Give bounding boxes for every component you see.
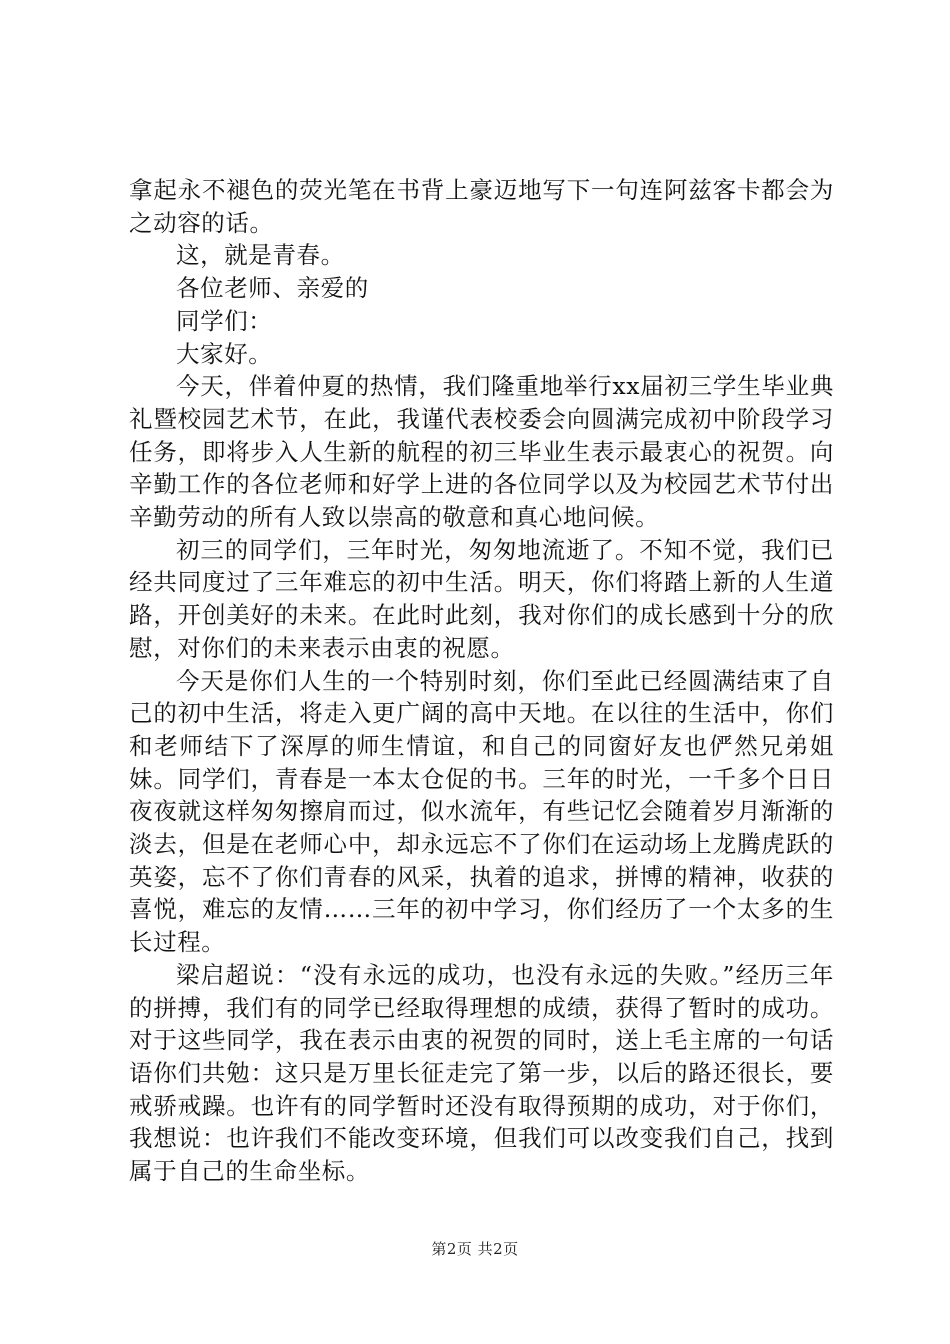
- paragraph-3: 各位老师、亲爱的: [176, 274, 369, 303]
- paragraph-6: 今天，伴着仲夏的热情，我们隆重地举行xx届初三学生毕业典礼暨校园艺术节，在此，我谨代表校委会向圆满完成初中阶段学习任务，即将步入人生新的航程的初三毕业生表示最衷心的祝贺。向辛勤工作的各位老师和好学上进的各位同学以及为校园艺术节付出辛勤劳动的所有人致以崇高的敬意和真心地问候。: [129, 372, 834, 532]
- page-footer: 第2页 共2页: [431, 1240, 519, 1258]
- body-text: [129, 174, 834, 1188]
- paragraph-4: 同学们：: [176, 306, 273, 335]
- paragraph-7: 初三的同学们，三年时光，匆匆地流逝了。不知不觉，我们已经共同度过了三年难忘的初中生活。明天，你们将踏上新的人生道路，开创美好的未来。在此时此刻，我对你们的成长感到十分的欣慰，对你们的未来表示由衷的祝愿。: [129, 535, 834, 662]
- paragraph-5: 大家好。: [176, 339, 273, 368]
- paragraph-1: 拿起永不褪色的荧光笔在书背上豪迈地写下一句连阿兹客卡都会为之动容的话。: [129, 176, 834, 237]
- paragraph-8: 今天是你们人生的一个特别时刻，你们至此已经圆满结束了自己的初中生活，将走入更广阔的高中天地。在以往的生活中，你们和老师结下了深厚的师生情谊，和自己的同窗好友也俨然兄弟姐妹。同学们，青春是一本太仓促的书。三年的时光，一千多个日日夜夜就这样匆匆擦肩而过，似水流年，有些记忆会随着岁月渐渐的淡去，但是在老师心中，却永远忘不了你们在运动场上龙腾虎跃的英姿，忘不了你们青春的风采，执着的追求，拼博的精神，收获的喜悦，难忘的友情……三年的初中学习，你们经历了一个太多的生长过程。: [129, 666, 834, 957]
- paragraph-9: 梁启超说：“没有永远的成功，也没有永远的失败。”经历三年的拼搏，我们有的同学已经取得理想的成绩，获得了暂时的成功。对于这些同学，我在表示由衷的祝贺的同时，送上毛主席的一句话语你们共勉：这只是万里长征走完了第一步，以后的路还很长，要戒骄戒躁。也许有的同学暂时还没有取得预期的成功，对于你们，我想说：也许我们不能改变环境，但我们可以改变我们自己，找到属于自己的生命坐标。: [129, 960, 834, 1186]
- paragraph-2: 这，就是青春。: [176, 241, 345, 270]
